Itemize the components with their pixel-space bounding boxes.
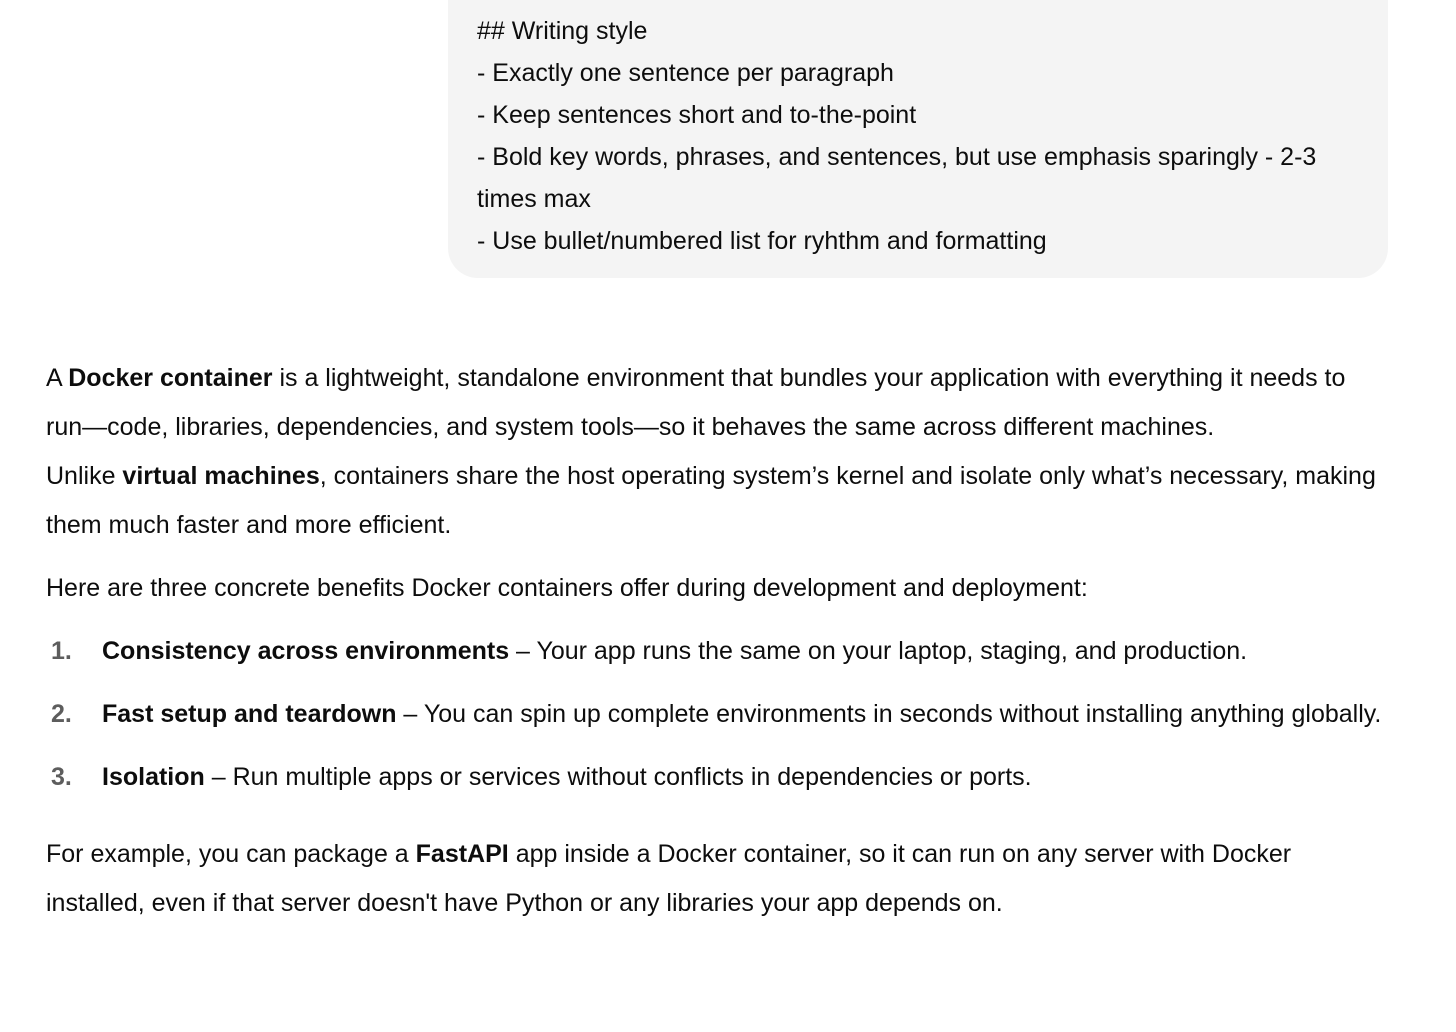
benefits-list (46, 627, 1386, 802)
bold-text: Consistency across environments (102, 637, 510, 665)
list-item (46, 690, 1386, 739)
text: Unlike (46, 462, 123, 490)
bold-text: FastAPI (415, 840, 509, 868)
assistant-message (46, 354, 1386, 928)
user-message-line: - Keep sentences short and to-the-point (477, 101, 917, 129)
user-message-line: - Exactly one sentence per paragraph (477, 59, 894, 87)
text: app inside a Docker container, so it can run on any server with Docker installed, even if that server doesn't have Python or any libraries your app depends on. (46, 840, 1292, 917)
list-number: 1. (51, 637, 72, 665)
text: – You can spin up complete environments in seconds without installing anything globally. (396, 700, 1382, 728)
list-number: 2. (51, 700, 72, 728)
bold-text: Docker container (68, 364, 273, 392)
paragraph-vm-comparison (46, 452, 1386, 550)
text: – Run multiple apps or services without conflicts in dependencies or ports. (204, 763, 1032, 791)
text: A (46, 364, 69, 392)
paragraph-docker-definition (46, 354, 1386, 452)
bold-text: Isolation (102, 763, 205, 791)
text: is a lightweight, standalone environment that bundles your application with everything it needs to run—code, libraries, dependencies, and system tools—so it behaves the same across different machines. (46, 364, 1346, 441)
text: For example, you can package a (46, 840, 416, 868)
bold-text: Fast setup and teardown (102, 700, 397, 728)
user-message-line: - Bold key words, phrases, and sentences, but use emphasis sparingly - 2-3 times max (477, 143, 1324, 213)
user-message-line: - Use bullet/numbered list for ryhthm and formatting (477, 227, 1047, 255)
text: , containers share the host operating system’s kernel and isolate only what’s necessary, making them much faster and more efficient. (46, 462, 1376, 539)
bold-text: virtual machines (122, 462, 320, 490)
list-item (46, 627, 1386, 676)
list-number: 3. (51, 763, 72, 791)
text: – Your app runs the same on your laptop, staging, and production. (509, 637, 1248, 665)
user-message-line: ## Writing style (477, 17, 648, 45)
list-item (46, 753, 1386, 802)
paragraph-intro-benefits: Here are three concrete benefits Docker containers offer during development and deployment: (46, 574, 1088, 602)
user-message-bubble (448, 0, 1388, 278)
paragraph-example (46, 830, 1386, 928)
